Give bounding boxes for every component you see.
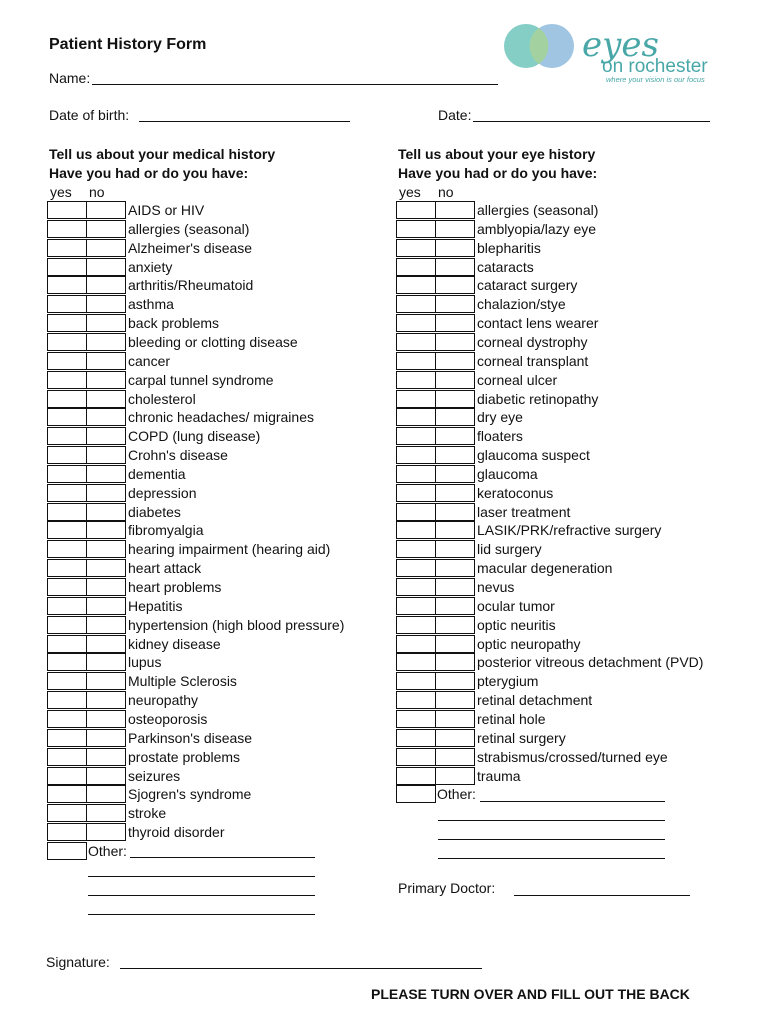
eye-item-label: optic neuropathy bbox=[477, 636, 581, 652]
medical-item-label: cancer bbox=[128, 353, 171, 369]
medical-yes-checkbox[interactable] bbox=[47, 258, 87, 276]
medical-yes-header: yes bbox=[50, 184, 72, 200]
medical-item-label: heart problems bbox=[128, 579, 222, 595]
medical-no-checkbox[interactable] bbox=[86, 371, 126, 389]
eye-item-label: diabetic retinopathy bbox=[477, 391, 599, 407]
eye-heading: Tell us about your eye history bbox=[398, 146, 596, 162]
medical-yes-checkbox[interactable] bbox=[47, 352, 87, 370]
medical-yes-checkbox[interactable] bbox=[47, 465, 87, 483]
eye-item-label: corneal dystrophy bbox=[477, 334, 588, 350]
eye-no-checkbox[interactable] bbox=[435, 220, 475, 238]
medical-yes-checkbox[interactable] bbox=[47, 616, 87, 634]
logo-word-eyes: eyes bbox=[582, 25, 659, 65]
medical-yes-checkbox[interactable] bbox=[47, 484, 87, 502]
eye-item-label: posterior vitreous detachment (PVD) bbox=[477, 654, 704, 670]
eye-yes-checkbox[interactable] bbox=[396, 503, 436, 521]
eye-no-checkbox[interactable] bbox=[435, 616, 475, 634]
medical-yes-checkbox[interactable] bbox=[47, 427, 87, 445]
medical-no-checkbox[interactable] bbox=[86, 616, 126, 634]
medical-yes-checkbox[interactable] bbox=[47, 503, 87, 521]
eye-no-checkbox[interactable] bbox=[435, 597, 475, 615]
eye-yes-checkbox[interactable] bbox=[396, 201, 436, 219]
eye-item-label: LASIK/PRK/refractive surgery bbox=[477, 522, 662, 538]
eye-no-checkbox[interactable] bbox=[435, 540, 475, 558]
eye-no-checkbox[interactable] bbox=[435, 503, 475, 521]
eye-yes-checkbox[interactable] bbox=[396, 672, 436, 690]
eye-item-label: glaucoma suspect bbox=[477, 447, 590, 463]
eye-no-checkbox[interactable] bbox=[435, 276, 475, 294]
medical-item-label: Multiple Sclerosis bbox=[128, 673, 237, 689]
eye-item-label: macular degeneration bbox=[477, 560, 613, 576]
eye-yes-checkbox[interactable] bbox=[396, 635, 436, 653]
primary-doctor-field[interactable] bbox=[514, 895, 690, 896]
date-label: Date: bbox=[438, 107, 472, 123]
medical-no-checkbox[interactable] bbox=[86, 484, 126, 502]
medical-yes-checkbox[interactable] bbox=[47, 767, 87, 785]
eye-yes-checkbox[interactable] bbox=[396, 597, 436, 615]
eye-no-header: no bbox=[438, 184, 454, 200]
medical-no-checkbox[interactable] bbox=[86, 220, 126, 238]
turn-over-notice: PLEASE TURN OVER AND FILL OUT THE BACK bbox=[371, 986, 690, 1002]
name-field[interactable] bbox=[92, 84, 498, 85]
medical-item-label: osteoporosis bbox=[128, 711, 208, 727]
medical-no-checkbox[interactable] bbox=[86, 578, 126, 596]
eye-yes-checkbox[interactable] bbox=[396, 258, 436, 276]
eye-other-line-2[interactable] bbox=[438, 820, 665, 821]
logo-tagline: where your vision is our focus bbox=[606, 75, 705, 84]
medical-item-label: Sjogren's syndrome bbox=[128, 786, 252, 802]
signature-label: Signature: bbox=[46, 954, 110, 970]
signature-field[interactable] bbox=[120, 968, 482, 969]
eye-yes-checkbox[interactable] bbox=[396, 276, 436, 294]
medical-no-checkbox[interactable] bbox=[86, 653, 126, 671]
medical-no-checkbox[interactable] bbox=[86, 767, 126, 785]
eye-subheading: Have you had or do you have: bbox=[398, 165, 598, 181]
medical-item-label: asthma bbox=[128, 296, 174, 312]
eye-yes-checkbox[interactable] bbox=[396, 710, 436, 728]
name-label: Name: bbox=[49, 70, 91, 86]
eye-item-label: cataracts bbox=[477, 259, 534, 275]
medical-no-checkbox[interactable] bbox=[86, 503, 126, 521]
eye-item-label: glaucoma bbox=[477, 466, 538, 482]
medical-yes-checkbox[interactable] bbox=[47, 220, 87, 238]
medical-other-line-3[interactable] bbox=[88, 895, 315, 896]
eye-no-checkbox[interactable] bbox=[435, 691, 475, 709]
eye-item-label: optic neuritis bbox=[477, 617, 556, 633]
medical-yes-checkbox[interactable] bbox=[47, 672, 87, 690]
eye-no-checkbox[interactable] bbox=[435, 333, 475, 351]
medical-yes-checkbox[interactable] bbox=[47, 691, 87, 709]
medical-other-line-4[interactable] bbox=[88, 914, 315, 915]
medical-no-checkbox[interactable] bbox=[86, 729, 126, 747]
medical-yes-checkbox[interactable] bbox=[47, 748, 87, 766]
medical-no-checkbox[interactable] bbox=[86, 748, 126, 766]
medical-yes-checkbox[interactable] bbox=[47, 597, 87, 615]
medical-item-label: bleeding or clotting disease bbox=[128, 334, 298, 350]
eye-yes-checkbox[interactable] bbox=[396, 540, 436, 558]
eye-no-checkbox[interactable] bbox=[435, 521, 475, 539]
medical-no-checkbox[interactable] bbox=[86, 408, 126, 426]
medical-no-checkbox[interactable] bbox=[86, 239, 126, 257]
medical-no-checkbox[interactable] bbox=[86, 427, 126, 445]
eye-item-label: nevus bbox=[477, 579, 515, 595]
eye-item-label: laser treatment bbox=[477, 504, 571, 520]
eye-no-checkbox[interactable] bbox=[435, 408, 475, 426]
medical-item-label: carpal tunnel syndrome bbox=[128, 372, 274, 388]
medical-no-checkbox[interactable] bbox=[86, 823, 126, 841]
medical-no-header: no bbox=[89, 184, 105, 200]
eye-no-checkbox[interactable] bbox=[435, 465, 475, 483]
eye-yes-checkbox[interactable] bbox=[396, 408, 436, 426]
eye-item-label: contact lens wearer bbox=[477, 315, 599, 331]
dob-field[interactable] bbox=[139, 121, 350, 122]
eye-no-checkbox[interactable] bbox=[435, 578, 475, 596]
medical-heading: Tell us about your medical history bbox=[49, 146, 276, 162]
eye-yes-header: yes bbox=[399, 184, 421, 200]
eye-item-label: floaters bbox=[477, 428, 523, 444]
eye-item-label: trauma bbox=[477, 768, 521, 784]
eye-other-yes-checkbox[interactable] bbox=[396, 785, 436, 803]
eye-yes-checkbox[interactable] bbox=[396, 767, 436, 785]
eye-no-checkbox[interactable] bbox=[435, 390, 475, 408]
medical-item-label: Alzheimer's disease bbox=[128, 240, 253, 256]
medical-no-checkbox[interactable] bbox=[86, 691, 126, 709]
medical-yes-checkbox[interactable] bbox=[47, 408, 87, 426]
eye-no-checkbox[interactable] bbox=[435, 767, 475, 785]
medical-no-checkbox[interactable] bbox=[86, 352, 126, 370]
eye-yes-checkbox[interactable] bbox=[396, 295, 436, 313]
medical-item-label: Crohn's disease bbox=[128, 447, 228, 463]
medical-item-label: dementia bbox=[128, 466, 186, 482]
eye-no-checkbox[interactable] bbox=[435, 559, 475, 577]
medical-item-label: heart attack bbox=[128, 560, 202, 576]
eye-yes-checkbox[interactable] bbox=[396, 446, 436, 464]
medical-yes-checkbox[interactable] bbox=[47, 559, 87, 577]
medical-item-label: COPD (lung disease) bbox=[128, 428, 261, 444]
medical-yes-checkbox[interactable] bbox=[47, 333, 87, 351]
medical-yes-checkbox[interactable] bbox=[47, 710, 87, 728]
eye-no-checkbox[interactable] bbox=[435, 314, 475, 332]
medical-item-label: cholesterol bbox=[128, 391, 196, 407]
eye-no-checkbox[interactable] bbox=[435, 371, 475, 389]
eye-yes-checkbox[interactable] bbox=[396, 220, 436, 238]
medical-item-label: Parkinson's disease bbox=[128, 730, 253, 746]
medical-yes-checkbox[interactable] bbox=[47, 239, 87, 257]
medical-other-label: Other: bbox=[88, 843, 127, 859]
medical-yes-checkbox[interactable] bbox=[47, 446, 87, 464]
medical-no-checkbox[interactable] bbox=[86, 446, 126, 464]
eye-no-checkbox[interactable] bbox=[435, 352, 475, 370]
eye-yes-checkbox[interactable] bbox=[396, 427, 436, 445]
eye-yes-checkbox[interactable] bbox=[396, 239, 436, 257]
eye-yes-checkbox[interactable] bbox=[396, 559, 436, 577]
medical-no-checkbox[interactable] bbox=[86, 390, 126, 408]
medical-no-checkbox[interactable] bbox=[86, 597, 126, 615]
eyes-on-rochester-logo bbox=[500, 22, 740, 102]
eye-no-checkbox[interactable] bbox=[435, 672, 475, 690]
eye-item-label: corneal ulcer bbox=[477, 372, 558, 388]
page-title: Patient History Form bbox=[49, 36, 207, 53]
medical-item-label: fibromyalgia bbox=[128, 522, 204, 538]
medical-no-checkbox[interactable] bbox=[86, 295, 126, 313]
medical-yes-checkbox[interactable] bbox=[47, 295, 87, 313]
eye-no-checkbox[interactable] bbox=[435, 446, 475, 464]
eye-no-checkbox[interactable] bbox=[435, 710, 475, 728]
eye-item-label: retinal hole bbox=[477, 711, 546, 727]
medical-other-field[interactable] bbox=[130, 857, 315, 858]
medical-item-label: AIDS or HIV bbox=[128, 202, 205, 218]
medical-yes-checkbox[interactable] bbox=[47, 635, 87, 653]
medical-item-label: Hepatitis bbox=[128, 598, 183, 614]
eye-yes-checkbox[interactable] bbox=[396, 314, 436, 332]
eye-item-label: amblyopia/lazy eye bbox=[477, 221, 597, 237]
eye-item-label: pterygium bbox=[477, 673, 539, 689]
medical-yes-checkbox[interactable] bbox=[47, 578, 87, 596]
medical-item-label: thyroid disorder bbox=[128, 824, 225, 840]
eye-yes-checkbox[interactable] bbox=[396, 748, 436, 766]
eye-item-label: strabismus/crossed/turned eye bbox=[477, 749, 668, 765]
medical-no-checkbox[interactable] bbox=[86, 540, 126, 558]
medical-other-line-2[interactable] bbox=[88, 876, 315, 877]
medical-no-checkbox[interactable] bbox=[86, 314, 126, 332]
medical-item-label: stroke bbox=[128, 805, 167, 821]
medical-no-checkbox[interactable] bbox=[86, 710, 126, 728]
eye-no-checkbox[interactable] bbox=[435, 653, 475, 671]
medical-no-checkbox[interactable] bbox=[86, 465, 126, 483]
medical-other-yes-checkbox[interactable] bbox=[47, 842, 87, 860]
eye-no-checkbox[interactable] bbox=[435, 748, 475, 766]
eye-yes-checkbox[interactable] bbox=[396, 465, 436, 483]
eye-item-label: dry eye bbox=[477, 409, 523, 425]
medical-yes-checkbox[interactable] bbox=[47, 804, 87, 822]
eye-no-checkbox[interactable] bbox=[435, 201, 475, 219]
medical-item-label: anxiety bbox=[128, 259, 173, 275]
medical-no-checkbox[interactable] bbox=[86, 559, 126, 577]
medical-yes-checkbox[interactable] bbox=[47, 276, 87, 294]
medical-yes-checkbox[interactable] bbox=[47, 540, 87, 558]
eye-no-checkbox[interactable] bbox=[435, 258, 475, 276]
primary-doctor-label: Primary Doctor: bbox=[398, 880, 496, 896]
eye-yes-checkbox[interactable] bbox=[396, 691, 436, 709]
medical-yes-checkbox[interactable] bbox=[47, 390, 87, 408]
eye-other-line-4[interactable] bbox=[438, 858, 665, 859]
medical-item-label: seizures bbox=[128, 768, 181, 784]
eye-item-label: corneal transplant bbox=[477, 353, 589, 369]
eye-yes-checkbox[interactable] bbox=[396, 578, 436, 596]
eye-other-field[interactable] bbox=[480, 801, 665, 802]
eye-other-line-3[interactable] bbox=[438, 839, 665, 840]
medical-no-checkbox[interactable] bbox=[86, 672, 126, 690]
medical-yes-checkbox[interactable] bbox=[47, 653, 87, 671]
eye-item-label: keratoconus bbox=[477, 485, 554, 501]
medical-no-checkbox[interactable] bbox=[86, 201, 126, 219]
eye-yes-checkbox[interactable] bbox=[396, 484, 436, 502]
dob-label: Date of birth: bbox=[49, 107, 130, 123]
date-field[interactable] bbox=[473, 121, 710, 122]
medical-yes-checkbox[interactable] bbox=[47, 785, 87, 803]
eye-item-label: chalazion/stye bbox=[477, 296, 566, 312]
medical-yes-checkbox[interactable] bbox=[47, 201, 87, 219]
medical-item-label: prostate problems bbox=[128, 749, 241, 765]
eye-item-label: cataract surgery bbox=[477, 277, 578, 293]
eye-item-label: lid surgery bbox=[477, 541, 542, 557]
medical-no-checkbox[interactable] bbox=[86, 276, 126, 294]
medical-yes-checkbox[interactable] bbox=[47, 729, 87, 747]
medical-item-label: diabetes bbox=[128, 504, 181, 520]
eye-yes-checkbox[interactable] bbox=[396, 616, 436, 634]
medical-item-label: hearing impairment (hearing aid) bbox=[128, 541, 331, 557]
eye-yes-checkbox[interactable] bbox=[396, 352, 436, 370]
eye-other-label: Other: bbox=[437, 786, 476, 802]
medical-no-checkbox[interactable] bbox=[86, 521, 126, 539]
medical-item-label: neuropathy bbox=[128, 692, 199, 708]
medical-yes-checkbox[interactable] bbox=[47, 371, 87, 389]
medical-no-checkbox[interactable] bbox=[86, 804, 126, 822]
eye-no-checkbox[interactable] bbox=[435, 635, 475, 653]
eye-no-checkbox[interactable] bbox=[435, 427, 475, 445]
logo-word-on-rochester: on rochester bbox=[602, 56, 708, 77]
medical-item-label: back problems bbox=[128, 315, 220, 331]
medical-item-label: kidney disease bbox=[128, 636, 221, 652]
eye-no-checkbox[interactable] bbox=[435, 484, 475, 502]
medical-yes-checkbox[interactable] bbox=[47, 521, 87, 539]
eye-item-label: retinal surgery bbox=[477, 730, 566, 746]
eye-yes-checkbox[interactable] bbox=[396, 390, 436, 408]
medical-no-checkbox[interactable] bbox=[86, 333, 126, 351]
eye-yes-checkbox[interactable] bbox=[396, 729, 436, 747]
medical-no-checkbox[interactable] bbox=[86, 635, 126, 653]
eye-yes-checkbox[interactable] bbox=[396, 333, 436, 351]
medical-subheading: Have you had or do you have: bbox=[49, 165, 249, 181]
eye-item-label: ocular tumor bbox=[477, 598, 555, 614]
eye-yes-checkbox[interactable] bbox=[396, 521, 436, 539]
medical-no-checkbox[interactable] bbox=[86, 258, 126, 276]
eye-item-label: blepharitis bbox=[477, 240, 541, 256]
medical-item-label: allergies (seasonal) bbox=[128, 221, 250, 237]
eye-no-checkbox[interactable] bbox=[435, 295, 475, 313]
medical-item-label: arthritis/Rheumatoid bbox=[128, 277, 254, 293]
eye-yes-checkbox[interactable] bbox=[396, 371, 436, 389]
eye-no-checkbox[interactable] bbox=[435, 729, 475, 747]
medical-yes-checkbox[interactable] bbox=[47, 314, 87, 332]
medical-yes-checkbox[interactable] bbox=[47, 823, 87, 841]
medical-item-label: lupus bbox=[128, 654, 162, 670]
eye-no-checkbox[interactable] bbox=[435, 239, 475, 257]
eye-item-label: retinal detachment bbox=[477, 692, 593, 708]
medical-no-checkbox[interactable] bbox=[86, 785, 126, 803]
eye-yes-checkbox[interactable] bbox=[396, 653, 436, 671]
medical-item-label: hypertension (high blood pressure) bbox=[128, 617, 345, 633]
medical-item-label: chronic headaches/ migraines bbox=[128, 409, 314, 425]
medical-item-label: depression bbox=[128, 485, 197, 501]
eye-item-label: allergies (seasonal) bbox=[477, 202, 599, 218]
